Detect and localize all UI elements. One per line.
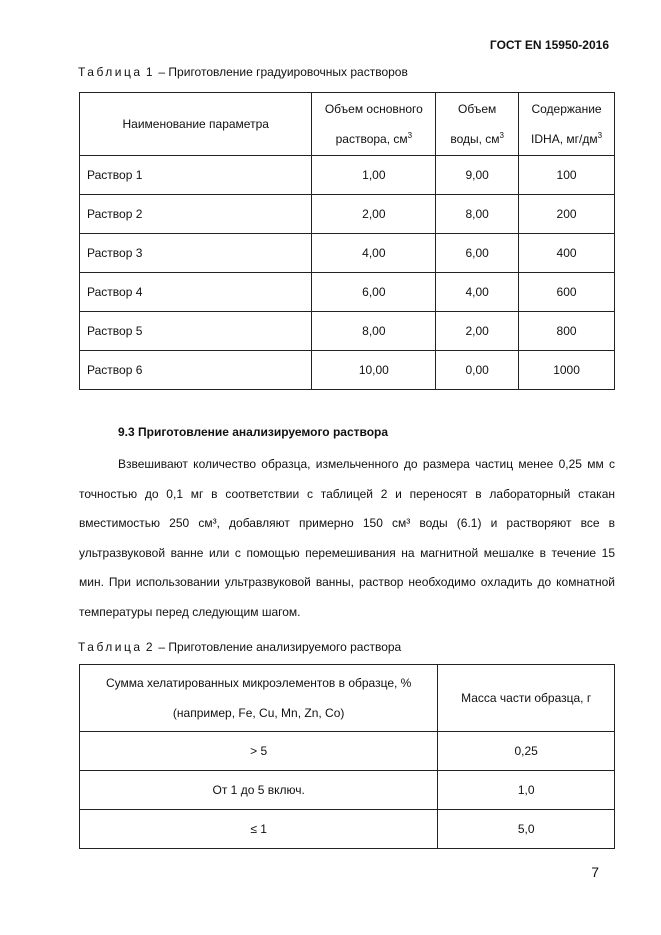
header-base-volume: Объем основного раствора, $см^3$ [312, 93, 436, 156]
solution-name: Раствор 2 [80, 195, 312, 234]
table-row [80, 771, 615, 810]
table-row [80, 810, 615, 849]
base-volume: 4,00 [312, 234, 436, 273]
chelated-sum: ≤ 1 [80, 810, 438, 849]
table1-caption [78, 65, 408, 79]
table-row [80, 234, 615, 273]
sample-mass: 5,0 [438, 810, 615, 849]
section-paragraph [79, 450, 615, 627]
water-volume: 2,00 [436, 312, 519, 351]
base-volume: 2,00 [312, 195, 436, 234]
table2-caption-label: Таблица [78, 640, 143, 654]
table-row [80, 156, 615, 195]
table1-caption-number: 1 [145, 65, 156, 79]
chelated-sum: > 5 [80, 732, 438, 771]
table2-caption [78, 640, 401, 654]
water-volume: 8,00 [436, 195, 519, 234]
paragraph-text: Взвешивают количество образца, измельченного до размера частиц менее 0,25 мм с точностью до 0,1 мг в соответствии с таблицей 2 и переносят в лабораторный стакан вместимостью 250 см³, добавляют примерно 150 см³ воды (6.1) и растворяют все в ультразвуковой ванне или с помощью перемешивания на магнитной мешалке в течение 15 мин. При использовании ультразвуковой ванны, раствор необходимо охладить до комнатной температуры перед следующим шагом. [79, 457, 615, 619]
sample-mass: 1,0 [438, 771, 615, 810]
table-header-row [80, 93, 615, 156]
header-water-volume: Объем воды, $см^3$ [436, 93, 519, 156]
idha-content: 800 [519, 312, 615, 351]
idha-content: 200 [519, 195, 615, 234]
document-code: ГОСТ EN 15950-2016 [489, 38, 609, 52]
base-volume: 8,00 [312, 312, 436, 351]
base-volume: 1,00 [312, 156, 436, 195]
table-row [80, 273, 615, 312]
table-row [80, 351, 615, 390]
table2-caption-text: – Приготовление анализируемого раствора [155, 640, 402, 654]
idha-content: 1000 [519, 351, 615, 390]
table-row [80, 732, 615, 771]
idha-content: 100 [519, 156, 615, 195]
table1-caption-text: – Приготовление градуировочных растворов [155, 65, 408, 79]
table-header-row [80, 665, 615, 732]
sample-preparation-table [79, 664, 615, 849]
idha-content: 400 [519, 234, 615, 273]
solution-name: Раствор 6 [80, 351, 312, 390]
base-volume: 6,00 [312, 273, 436, 312]
water-volume: 4,00 [436, 273, 519, 312]
chelated-sum: От 1 до 5 включ. [80, 771, 438, 810]
table-row [80, 195, 615, 234]
calibration-solutions-table [79, 92, 615, 390]
header-parameter-name: Наименование параметра [80, 93, 312, 156]
solution-name: Раствор 4 [80, 273, 312, 312]
water-volume: 0,00 [436, 351, 519, 390]
header-idha-content: Содержание IDHA, $мг/дм^3$ [519, 93, 615, 156]
base-volume: 10,00 [312, 351, 436, 390]
solution-name: Раствор 3 [80, 234, 312, 273]
header-sample-mass: Масса части образца, г [438, 665, 615, 732]
table-row [80, 312, 615, 351]
idha-content: 600 [519, 273, 615, 312]
solution-name: Раствор 1 [80, 156, 312, 195]
water-volume: 9,00 [436, 156, 519, 195]
table1-caption-label: Таблица [78, 65, 143, 79]
water-volume: 6,00 [436, 234, 519, 273]
table2-caption-number: 2 [145, 640, 156, 654]
header-chelated-sum: Сумма хелатированных микроэлементов в образце, % (например, Fe, Cu, Mn, Zn, Co) [80, 665, 438, 732]
page-number: 7 [591, 864, 599, 880]
solution-name: Раствор 5 [80, 312, 312, 351]
section-heading: 9.3 Приготовление анализируемого раствора [118, 425, 389, 439]
sample-mass: 0,25 [438, 732, 615, 771]
